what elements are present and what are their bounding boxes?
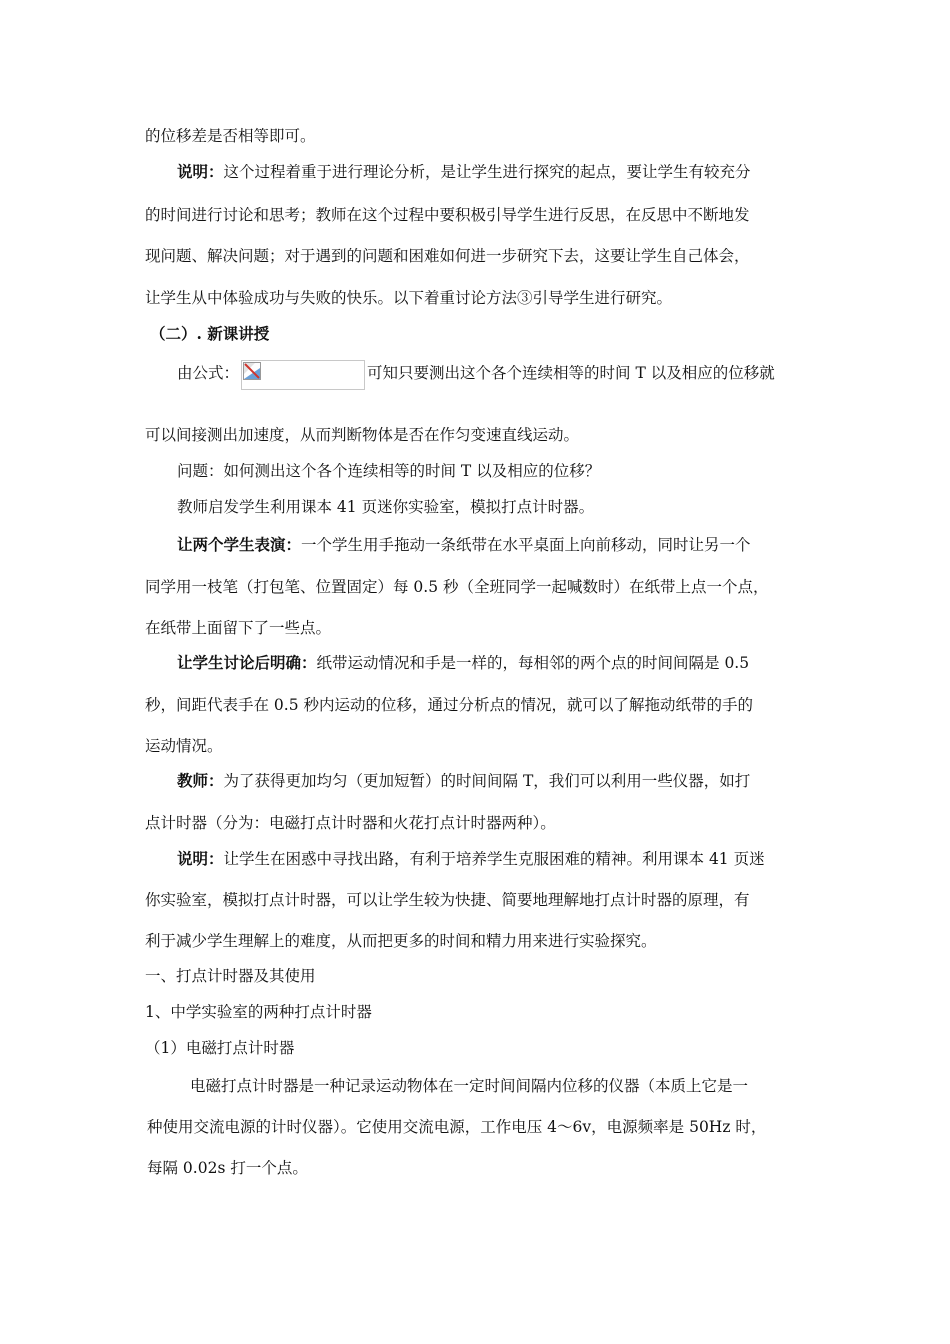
paragraph-line bbox=[177, 161, 857, 183]
note-label: 说明： bbox=[177, 849, 224, 868]
paragraph-line: 的时间进行讨论和思考；教师在这个过程中要积极引导学生进行反思，在反思中不断地发 bbox=[145, 206, 750, 224]
paragraph-line: 问题：如何测出这个各个连续相等的时间 T 以及相应的位移？ bbox=[177, 462, 601, 480]
broken-image-icon bbox=[243, 362, 261, 380]
paragraph-line bbox=[177, 534, 857, 556]
formula-prefix: 由公式： bbox=[177, 364, 240, 382]
note-label: 让两个学生表演： bbox=[177, 535, 302, 554]
paragraph-line bbox=[177, 848, 857, 870]
paragraph-line: 种使用交流电源的计时仪器）。它使用交流电源，工作电压 4～6v，电源频率是 50Hz 时， bbox=[147, 1118, 767, 1136]
line-text: 让学生在困惑中寻找出路，有利于培养学生克服困难的精神。利用课本 41 页迷 bbox=[223, 850, 765, 868]
paragraph-line: 在纸带上面留下了一些点。 bbox=[145, 619, 332, 637]
paragraph-line: 同学用一枝笔（打包笔、位置固定）每 0.5 秒（全班同学一起喊数时）在纸带上点一个点， bbox=[145, 578, 769, 596]
line-text: 为了获得更加均匀（更加短暂）的时间间隔 T，我们可以利用一些仪器，如打 bbox=[223, 772, 751, 790]
paragraph-line: 每隔 0.02s 打一个点。 bbox=[147, 1159, 308, 1177]
note-label: 说明： bbox=[177, 162, 224, 181]
section-heading: （二）. 新课讲授 bbox=[150, 324, 270, 343]
paragraph-line bbox=[177, 770, 857, 792]
paragraph-line: 教师启发学生利用课本 41 页迷你实验室，模拟打点计时器。 bbox=[177, 498, 595, 516]
paragraph-line: 运动情况。 bbox=[145, 737, 223, 755]
paragraph-line bbox=[177, 652, 857, 674]
note-label: 教师： bbox=[177, 771, 224, 790]
paragraph-line: 可以间接测出加速度，从而判断物体是否在作匀变速直线运动。 bbox=[145, 426, 580, 444]
note-label: 让学生讨论后明确： bbox=[177, 653, 317, 672]
section-heading: 一、打点计时器及其使用 bbox=[145, 967, 316, 985]
line-text: 这个过程着重于进行理论分析，是让学生进行探究的起点，要让学生有较充分 bbox=[223, 163, 751, 181]
paragraph-line: 点计时器（分为：电磁打点计时器和火花打点计时器两种）。 bbox=[145, 814, 556, 832]
paragraph-line: 现问题、解决问题；对于遇到的问题和困难如何进一步研究下去，这要让学生自己体会， bbox=[145, 247, 750, 265]
paragraph-line: 电磁打点计时器是一种记录运动物体在一定时间间隔内位移的仪器（本质上它是一 bbox=[190, 1077, 749, 1095]
line-text: 一个学生用手拖动一条纸带在水平桌面上向前移动，同时让另一个 bbox=[301, 536, 751, 554]
subsection-heading: 1、中学实验室的两种打点计时器 bbox=[145, 1003, 372, 1021]
paragraph-line: 的位移差是否相等即可。 bbox=[145, 127, 316, 145]
paragraph-line: 利于减少学生理解上的难度，从而把更多的时间和精力用来进行实验探究。 bbox=[145, 932, 657, 950]
paragraph-line: 秒，间距代表手在 0.5 秒内运动的位移，通过分析点的情况，就可以了解拖动纸带的手的 bbox=[145, 696, 754, 714]
paragraph-line: 让学生从中体验成功与失败的快乐。以下着重讨论方法③引导学生进行研究。 bbox=[145, 289, 673, 307]
subsection-heading: （1）电磁打点计时器 bbox=[145, 1039, 295, 1057]
formula-line bbox=[177, 360, 857, 390]
formula-image bbox=[241, 360, 365, 390]
paragraph-line: 你实验室，模拟打点计时器，可以让学生较为快捷、简要地理解地打点计时器的原理，有 bbox=[145, 891, 750, 909]
line-text: 纸带运动情况和手是一样的，每相邻的两个点的时间间隔是 0.5 bbox=[316, 654, 750, 672]
formula-suffix: 可知只要测出这个各个连续相等的时间 T 以及相应的位移就 bbox=[367, 364, 775, 382]
